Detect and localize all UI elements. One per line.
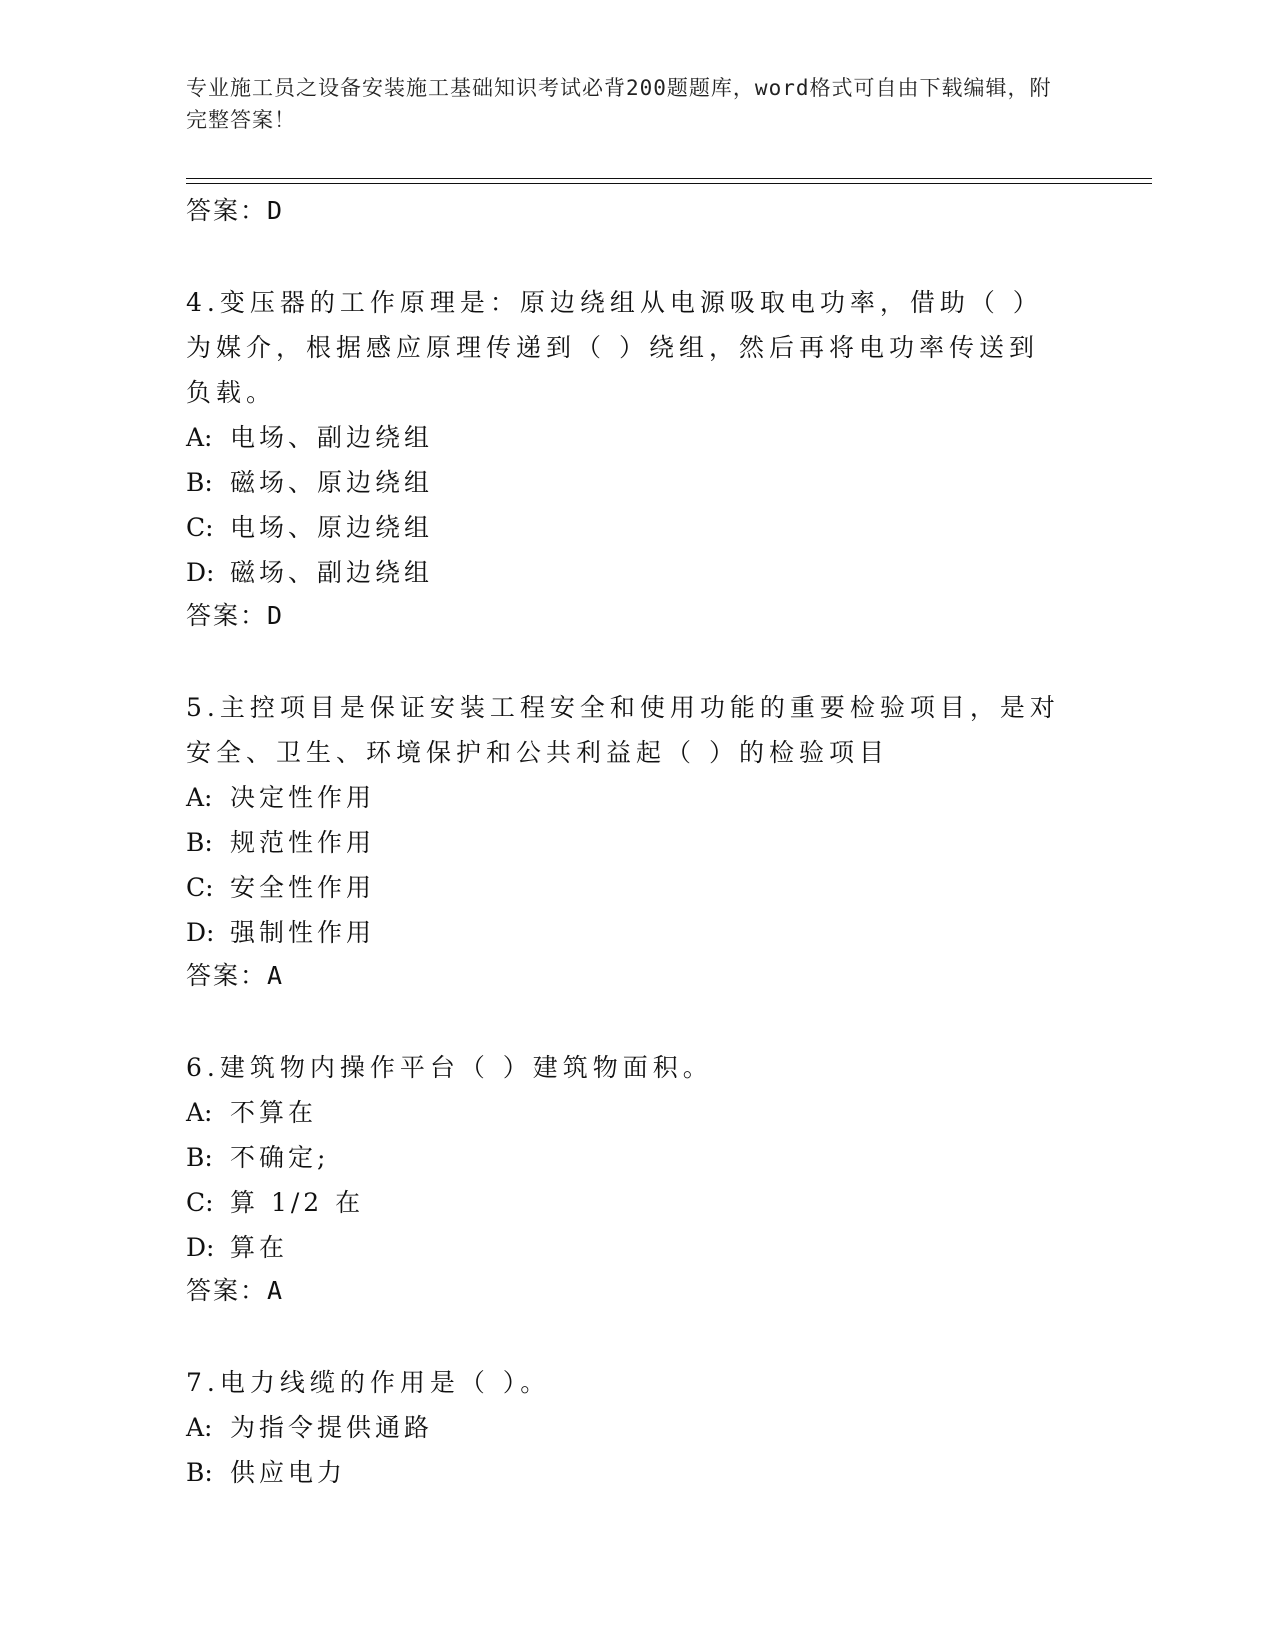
document-body <box>186 190 1086 1495</box>
option-a <box>186 1405 1086 1450</box>
option-letter: D: <box>186 1233 215 1262</box>
option-b <box>186 1135 1086 1180</box>
option-text: 不算在 <box>230 1098 318 1127</box>
option-d <box>186 910 1086 955</box>
answer-value: D <box>267 601 285 630</box>
option-a <box>186 1090 1086 1135</box>
option-b <box>186 820 1086 865</box>
answer-value: D <box>267 196 285 225</box>
question-text: 6.建筑物内操作平台（ ）建筑物面积。 <box>186 1053 713 1082</box>
answer-line <box>186 595 1086 637</box>
option-text: 电场、原边绕组 <box>230 513 434 542</box>
option-letter: B: <box>186 1143 213 1172</box>
answer-label: 答案： <box>186 196 268 225</box>
answer-label: 答案： <box>186 1276 268 1305</box>
option-text: 安全性作用 <box>230 873 376 902</box>
answer-label: 答案： <box>186 961 268 990</box>
option-a <box>186 415 1086 460</box>
answer-value: A <box>267 961 285 990</box>
option-letter: D: <box>186 558 215 587</box>
option-c <box>186 505 1086 550</box>
option-letter: C: <box>186 513 214 542</box>
question-text: 4.变压器的工作原理是：原边绕组从电源吸取电功率，借助（ ）为媒介，根据感应原理传递到（ ）绕组，然后再将电功率传送到负载。 <box>186 288 1043 407</box>
answer-line <box>186 190 1086 232</box>
option-text: 算 1/2 在 <box>230 1188 365 1217</box>
option-b <box>186 1450 1086 1495</box>
option-letter: A: <box>186 423 213 452</box>
option-letter: B: <box>186 468 213 497</box>
option-letter: C: <box>186 873 214 902</box>
question-6 <box>186 1045 1086 1312</box>
option-letter: A: <box>186 783 213 812</box>
option-text: 强制性作用 <box>230 918 376 947</box>
option-c <box>186 865 1086 910</box>
option-text: 规范性作用 <box>230 828 376 857</box>
option-a <box>186 775 1086 820</box>
option-b <box>186 460 1086 505</box>
header-divider-top <box>186 178 1152 179</box>
answer-line <box>186 1270 1086 1312</box>
option-c <box>186 1180 1086 1225</box>
option-letter: D: <box>186 918 215 947</box>
option-letter: A: <box>186 1413 213 1442</box>
document-header: 专业施工员之设备安装施工基础知识考试必背200题题库，word格式可自由下载编辑，附完整答案！ <box>186 76 1052 132</box>
question-text: 5.主控项目是保证安装工程安全和使用功能的重要检验项目，是对安全、卫生、环境保护和公共利益起（ ）的检验项目 <box>186 693 1060 767</box>
option-text: 决定性作用 <box>230 783 376 812</box>
question-5 <box>186 685 1086 997</box>
header-divider-bottom <box>186 183 1152 184</box>
option-letter: B: <box>186 1458 213 1487</box>
option-letter: C: <box>186 1188 214 1217</box>
option-text: 磁场、副边绕组 <box>230 558 434 587</box>
answer-label: 答案： <box>186 601 268 630</box>
answer-value: A <box>267 1276 285 1305</box>
option-text: 供应电力 <box>230 1458 347 1487</box>
option-text: 为指令提供通路 <box>230 1413 434 1442</box>
option-letter: A: <box>186 1098 213 1127</box>
answer-line <box>186 955 1086 997</box>
option-d <box>186 550 1086 595</box>
option-letter: B: <box>186 828 213 857</box>
question-text: 7.电力线缆的作用是（ ）。 <box>186 1368 551 1397</box>
question-4 <box>186 280 1086 637</box>
option-text: 不确定; <box>230 1143 330 1172</box>
question-7 <box>186 1360 1086 1495</box>
option-text: 磁场、原边绕组 <box>230 468 434 497</box>
option-text: 电场、副边绕组 <box>230 423 434 452</box>
option-text: 算在 <box>230 1233 289 1262</box>
option-d <box>186 1225 1086 1270</box>
